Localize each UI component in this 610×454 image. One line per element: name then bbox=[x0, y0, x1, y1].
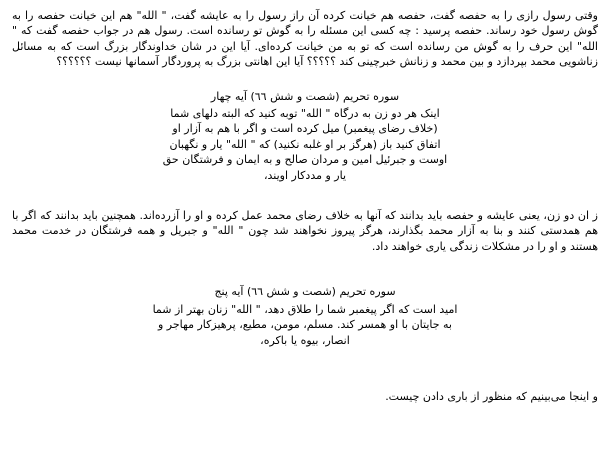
opening-paragraph-block bbox=[12, 8, 598, 70]
verse-line: یار و مددکار اویند، bbox=[263, 168, 347, 182]
section-heading: سوره تحریم (شصت و شش ٦٦) آیه پنج bbox=[214, 285, 396, 299]
closing-block bbox=[12, 389, 598, 404]
verse-line: اوست و جبرئیل امین و مردان صالح و به ایمان و فرشتگان حق bbox=[162, 153, 448, 167]
verse-text bbox=[12, 302, 598, 348]
verse-line: اینک هر دو زن به درگاه " اللە" توبه کنید که البته دلهای شما bbox=[170, 107, 440, 121]
section-heading: سوره تحریم (شصت و شش ٦٦) آیه چهار bbox=[210, 89, 400, 103]
section-verse-66-4 bbox=[12, 89, 598, 183]
verse-line: به جایتان با او همسر کند. مسلم، مومن، مطیع، پرهیزکار مهاجر و bbox=[158, 318, 452, 332]
verse-line: امید است که اگر پیغمبر شما را طلاق دهد، " اللە" زنان بهتر از شما bbox=[152, 302, 458, 316]
opening-paragraph: وقتی رسول رازی را به حفصه گفت، حفصه هم خیانت کرده آن راز رسول را به عایشه گفت، " اللە" هم این خیانت حفصه را به گوش رسول خود رساند. حفصه پرسید : چه کسی این مسئله را به گوش تو رسانده است. رسول هم در جواب حفصه گفت که " اللە" این حرف را به گوش من رسانده است که تو به من خیانت کرده‌ای. آیا این در شان خداوندگار بزرگ است که به مسائل زناشویی محمد بپردازد و بین محمد و زنانش خبرچینی کند ؟؟؟؟؟ آیا این اهانتی بزرگ به پروردگار آسمانها نیست ؟؟؟؟؟؟ bbox=[12, 9, 598, 69]
verse-text bbox=[12, 106, 598, 183]
section-verse-66-5 bbox=[12, 284, 598, 348]
spacer bbox=[12, 196, 598, 208]
commentary-block-66-4 bbox=[12, 208, 598, 254]
commentary-paragraph: ز ان دو زن، یعنی عایشه و حفصه باید بدانند که آنها به خلاف رضای محمد عمل کرده و او را آزردەاند. همچنین باید بدانند که اگر با هم همدستی کنند و بنا به آزار محمد بگذارند، هرگز پیروز نخواهند شد چون " اللە" و جبریل و همه فرشتگان در خدمت محمد هستند و او را در مشکلات زندگی یاری خواهند داد. bbox=[12, 209, 598, 253]
closing-line: و اینجا می‌بینیم که منظور از باری دادن چیست. bbox=[385, 389, 598, 403]
spacer bbox=[12, 361, 598, 378]
verse-line: (خلاف رضای پیغمبر) میل کرده است و اگر با هم به آزار او bbox=[172, 122, 438, 136]
spacer bbox=[12, 267, 598, 284]
verse-line: انصار، بیوه یا باکره، bbox=[260, 333, 350, 347]
verse-line: اتفاق کنید باز (هرگز بر او غلبه نکنید) که " اللە" یار و نگهبان bbox=[169, 137, 441, 151]
